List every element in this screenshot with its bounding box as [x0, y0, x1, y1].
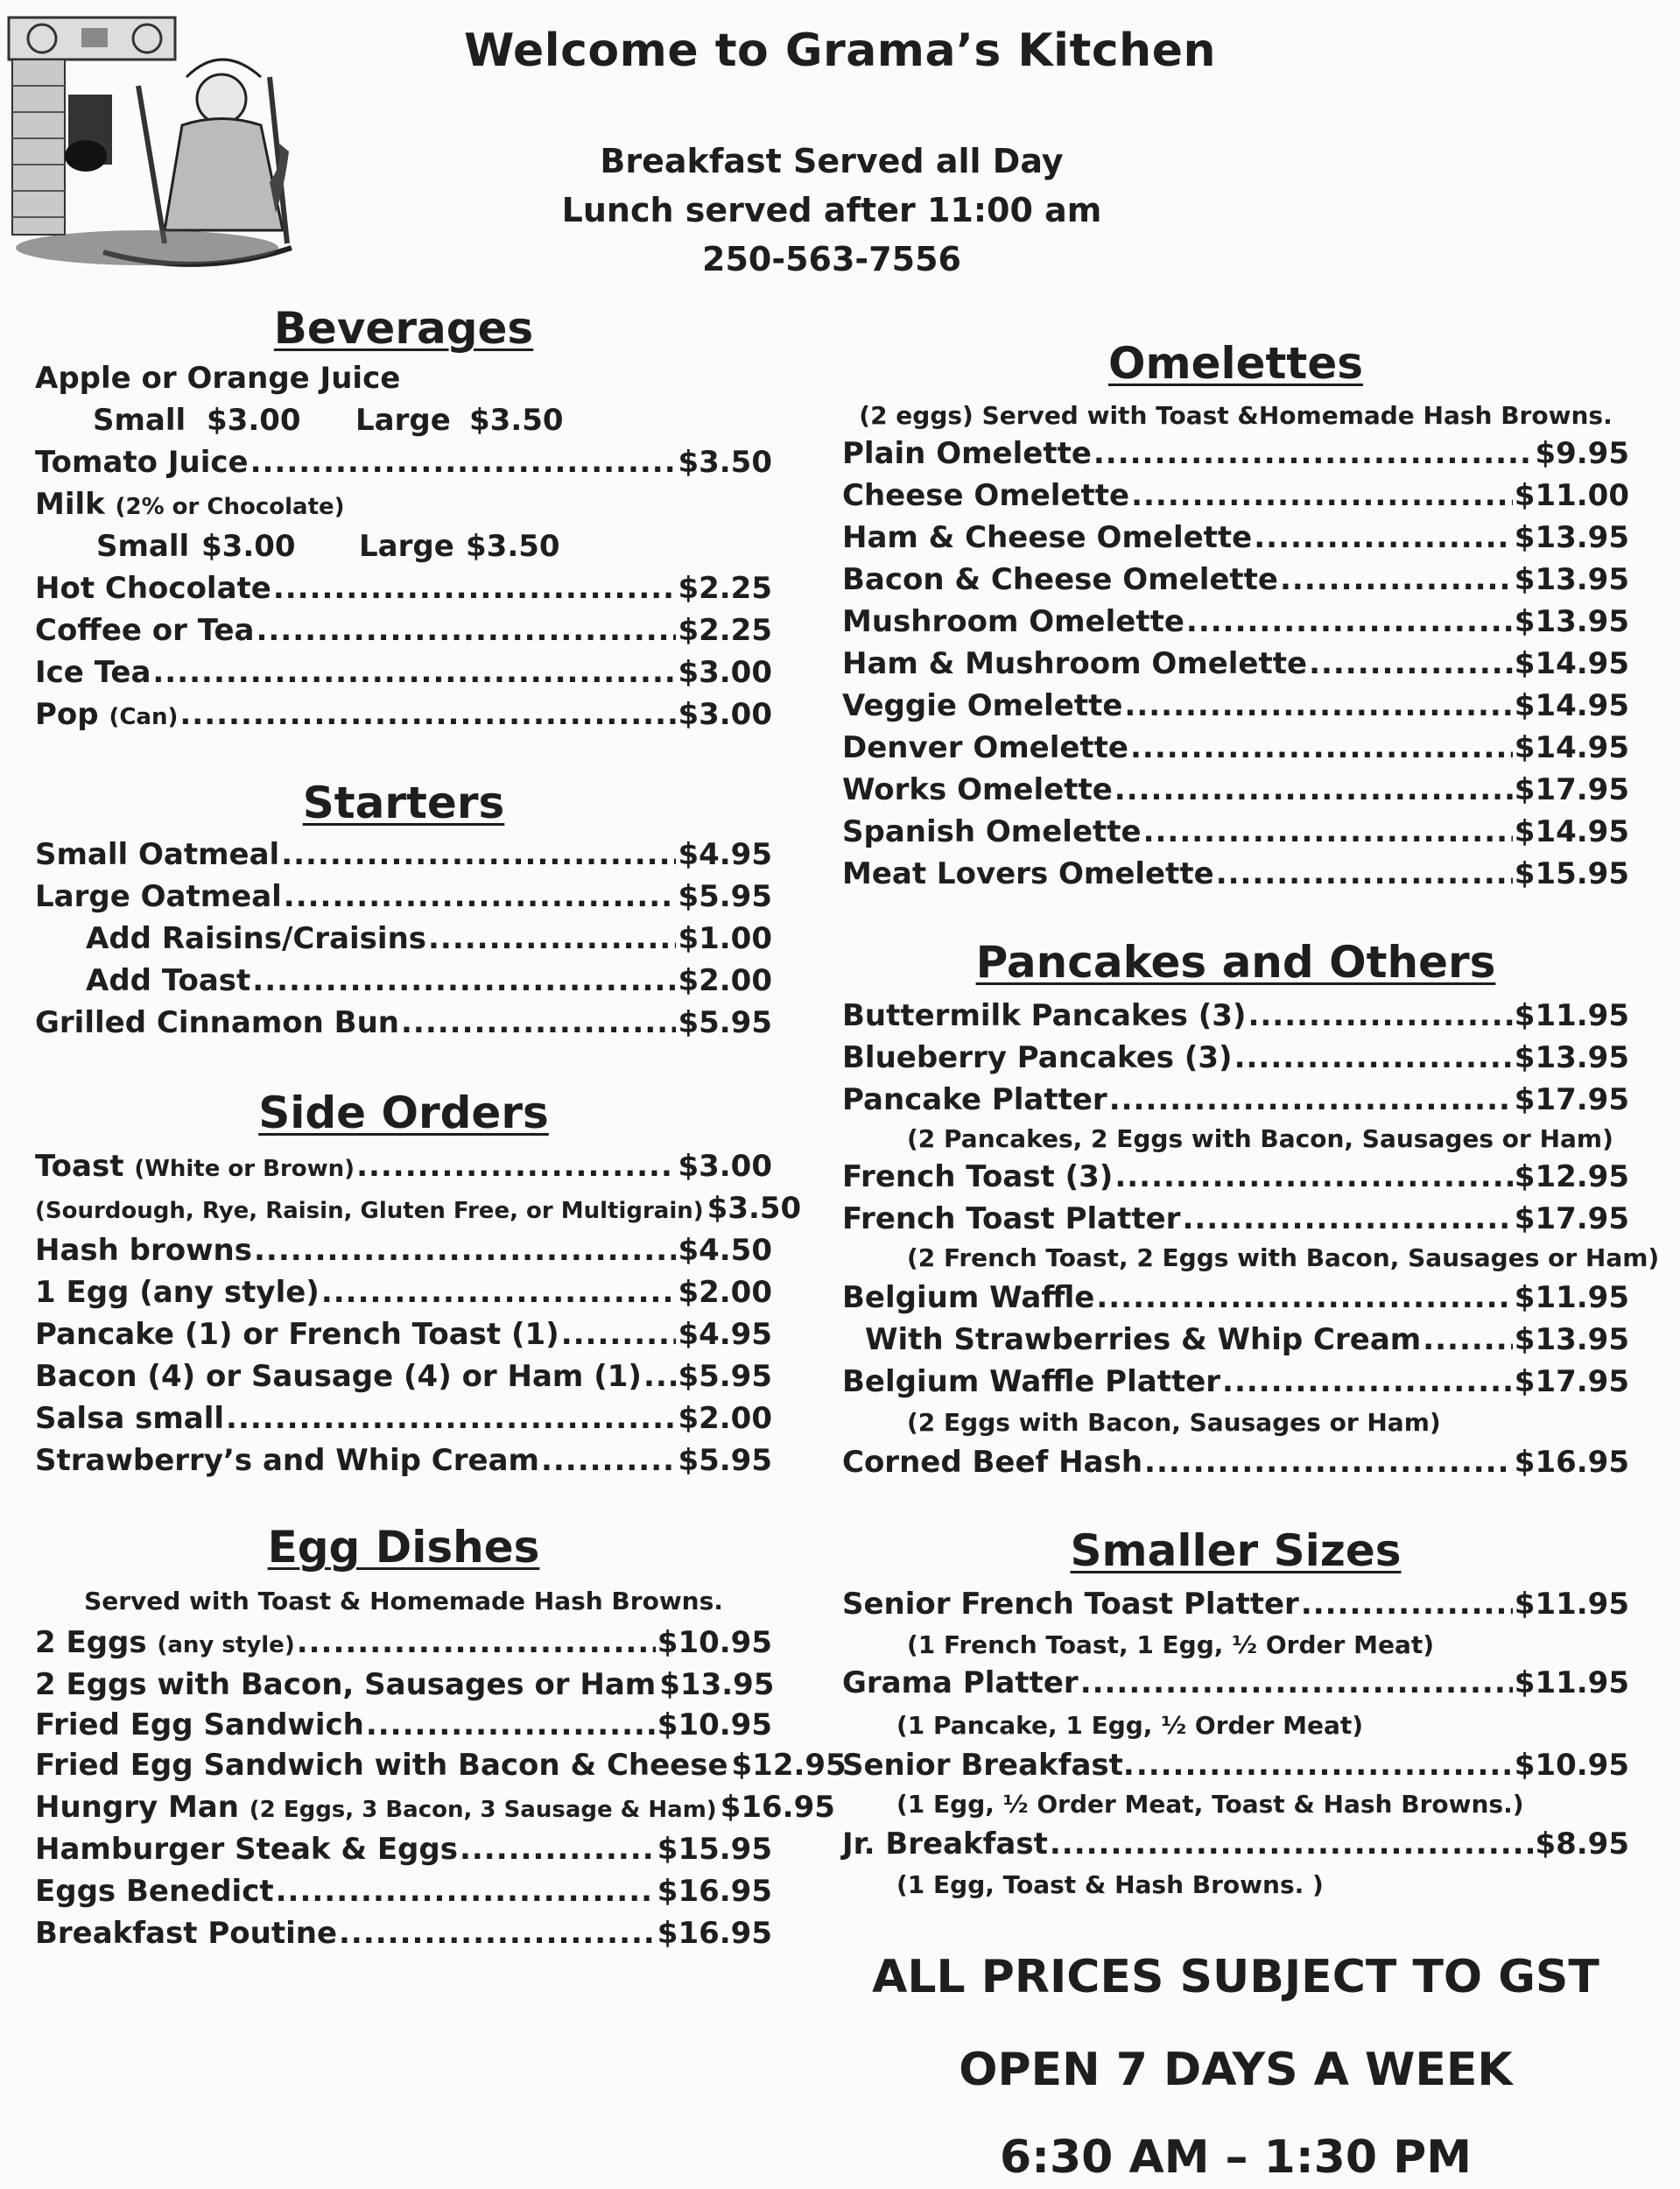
- menu-item: [35, 1233, 772, 1275]
- item-name: Breakfast Poutine: [35, 1916, 338, 1951]
- item-price: $13.95: [1514, 520, 1629, 555]
- menu-item: [35, 1707, 772, 1749]
- menu-item: [35, 1790, 835, 1832]
- item-note: (2 Pancakes, 2 Eggs with Bacon, Sausages or Ham): [907, 1124, 1613, 1153]
- menu-item: [842, 1201, 1629, 1243]
- item-price: $5.95: [678, 1005, 772, 1040]
- menu-item: [842, 1665, 1629, 1707]
- item-price: $2.25: [678, 571, 772, 606]
- section-title-smaller-sizes: Smaller Sizes: [1070, 1525, 1402, 1576]
- menu-item: [842, 436, 1629, 478]
- item-price: $11.95: [1514, 1665, 1629, 1700]
- menu-item: [35, 1191, 802, 1233]
- item-price: $11.95: [1514, 1280, 1629, 1315]
- page-title: Welcome to Grama’s Kitchen: [464, 25, 1216, 77]
- item-name: Milk: [35, 487, 105, 522]
- menu-item: [35, 879, 772, 921]
- item-price: $2.00: [678, 963, 772, 998]
- item-price: $11.00: [1514, 478, 1629, 513]
- menu-item: [842, 1159, 1629, 1201]
- item-name: Spanish Omelette: [842, 814, 1142, 849]
- item-price: $14.95: [1514, 730, 1629, 765]
- menu-item: [35, 1748, 847, 1790]
- size-prices-milk: Small $3.00 Large $3.50: [96, 529, 560, 564]
- item-name: Add Raisins/Craisins: [86, 921, 427, 956]
- item-price: $15.95: [657, 1832, 772, 1867]
- menu-item: [842, 730, 1629, 772]
- menu-item: [35, 1275, 772, 1317]
- item-price: $2.00: [678, 1275, 772, 1310]
- menu-item: [35, 1317, 772, 1359]
- item-price: $2.25: [678, 613, 772, 648]
- menu-item: [35, 361, 772, 403]
- item-price: $16.95: [657, 1874, 772, 1909]
- item-price: $17.95: [1514, 1364, 1629, 1399]
- item-name: Strawberry’s and Whip Cream: [35, 1443, 539, 1478]
- item-name: Ham & Mushroom Omelette: [842, 646, 1308, 681]
- item-name: Eggs Benedict: [35, 1874, 274, 1909]
- hours-line-breakfast: Breakfast Served all Day: [600, 142, 1064, 180]
- item-note: (any style): [157, 1632, 295, 1658]
- item-note: (1 French Toast, 1 Egg, ½ Order Meat): [907, 1630, 1435, 1659]
- item-name: Mushroom Omelette: [842, 604, 1184, 639]
- item-price: $4.50: [678, 1233, 772, 1268]
- item-name: Coffee or Tea: [35, 613, 255, 648]
- gst-notice: ALL PRICES SUBJECT TO GST: [872, 1951, 1599, 2003]
- item-note: (2 Eggs with Bacon, Sausages or Ham): [907, 1408, 1441, 1437]
- item-price: $17.95: [1514, 1082, 1629, 1117]
- section-subtitle: (2 eggs) Served with Toast &Homemade Hash Browns.: [859, 401, 1613, 430]
- phone-number: 250-563-7556: [702, 240, 961, 278]
- menu-item: [842, 998, 1629, 1040]
- item-price: $16.95: [720, 1790, 835, 1825]
- item-note: (2 French Toast, 2 Eggs with Bacon, Sausages or Ham): [907, 1243, 1660, 1272]
- item-name: Pancake (1) or French Toast (1): [35, 1317, 559, 1352]
- menu-item: [35, 697, 772, 739]
- item-name: Jr. Breakfast: [842, 1827, 1048, 1862]
- item-note: (2% or Chocolate): [115, 494, 345, 520]
- item-name: Veggie Omelette: [842, 688, 1123, 723]
- menu-item: [35, 921, 772, 963]
- section-subtitle: Served with Toast & Homemade Hash Browns.: [84, 1587, 723, 1615]
- item-note: (1 Egg, ½ Order Meat, Toast & Hash Browns.): [896, 1790, 1524, 1819]
- item-name: Small Oatmeal: [35, 837, 280, 872]
- menu-item: [842, 604, 1629, 646]
- menu-item: [35, 1874, 772, 1916]
- opening-hours: 6:30 AM – 1:30 PM: [1000, 2131, 1472, 2184]
- item-name: With Strawberries & Whip Cream: [865, 1322, 1422, 1357]
- item-name: 1 Egg (any style): [35, 1275, 320, 1310]
- item-name: Ice Tea: [35, 655, 151, 690]
- item-price: $15.95: [1514, 856, 1629, 891]
- item-name: Grilled Cinnamon Bun: [35, 1005, 399, 1040]
- section-title-beverages: Beverages: [273, 303, 534, 354]
- grandma-rocking-chair-illustration: [7, 16, 296, 278]
- menu-item: [35, 1401, 772, 1443]
- item-name: 2 Eggs with Bacon, Sausages or Ham: [35, 1667, 657, 1702]
- item-price: $11.95: [1514, 1587, 1629, 1622]
- item-price: $12.95: [731, 1748, 847, 1783]
- item-price: $10.95: [657, 1707, 772, 1742]
- item-name: Hungry Man: [35, 1790, 239, 1825]
- item-price: $16.95: [1514, 1445, 1629, 1480]
- item-name: (Sourdough, Rye, Raisin, Gluten Free, or Multigrain): [35, 1198, 704, 1224]
- item-name: Ham & Cheese Omelette: [842, 520, 1253, 555]
- item-price: $3.00: [678, 1149, 772, 1184]
- menu-item: [842, 772, 1629, 814]
- menu-item: [842, 1322, 1629, 1364]
- menu-item: [842, 562, 1629, 604]
- item-name: Pop: [35, 697, 99, 732]
- section-title-starters: Starters: [302, 778, 505, 828]
- item-note: (1 Egg, Toast & Hash Browns. ): [896, 1870, 1324, 1899]
- menu-item: [842, 1082, 1629, 1124]
- item-price: $13.95: [1514, 604, 1629, 639]
- item-price: $13.95: [1514, 562, 1629, 597]
- menu-item: [35, 655, 772, 697]
- item-name: Add Toast: [86, 963, 251, 998]
- item-price: $13.95: [1514, 1322, 1629, 1357]
- menu-item: [842, 1445, 1629, 1487]
- item-price: $14.95: [1514, 646, 1629, 681]
- item-note: (Can): [109, 704, 179, 730]
- item-name: Works Omelette: [842, 772, 1113, 807]
- hours-line-lunch: Lunch served after 11:00 am: [561, 191, 1102, 229]
- item-name: Salsa small: [35, 1401, 225, 1436]
- item-price: $10.95: [657, 1625, 772, 1660]
- item-name: Plain Omelette: [842, 436, 1092, 471]
- menu-item: [35, 487, 772, 529]
- item-name: Toast: [35, 1149, 124, 1184]
- menu-item: [35, 1005, 772, 1047]
- menu-item: [842, 1280, 1629, 1322]
- item-price: $12.95: [1514, 1159, 1629, 1194]
- menu-item: [35, 1625, 772, 1667]
- item-name: Hamburger Steak & Eggs: [35, 1832, 458, 1867]
- menu-item: [842, 1587, 1629, 1629]
- item-name: Corned Beef Hash: [842, 1445, 1143, 1480]
- menu-item: [35, 1832, 772, 1874]
- item-name: Meat Lovers Omelette: [842, 856, 1214, 891]
- item-name: Pancake Platter: [842, 1082, 1107, 1117]
- item-name: Fried Egg Sandwich: [35, 1707, 364, 1742]
- menu-item: [842, 520, 1629, 562]
- header-info: [438, 137, 1226, 284]
- item-price: $17.95: [1514, 772, 1629, 807]
- menu-item: [35, 963, 772, 1005]
- item-note: (2 Eggs, 3 Bacon, 3 Sausage & Ham): [249, 1797, 717, 1823]
- item-name: 2 Eggs: [35, 1625, 147, 1660]
- item-price: $3.00: [678, 655, 772, 690]
- item-price: $5.95: [678, 879, 772, 914]
- item-name: Bacon (4) or Sausage (4) or Ham (1): [35, 1359, 642, 1394]
- item-price: $4.95: [678, 1317, 772, 1352]
- item-name: Denver Omelette: [842, 730, 1128, 765]
- item-price: $3.50: [678, 445, 772, 480]
- item-name: Hash browns: [35, 1233, 252, 1268]
- menu-item: [35, 837, 772, 879]
- item-price: $1.00: [678, 921, 772, 956]
- menu-item: [35, 571, 772, 613]
- item-name: Grama Platter: [842, 1665, 1079, 1700]
- item-name: French Toast Platter: [842, 1201, 1181, 1236]
- menu-item: [842, 478, 1629, 520]
- menu-item: [842, 646, 1629, 688]
- menu-item: [842, 1040, 1629, 1082]
- item-name: Bacon & Cheese Omelette: [842, 562, 1278, 597]
- item-name: Senior Breakfast.: [842, 1748, 1135, 1783]
- item-name: Senior French Toast Platter: [842, 1587, 1299, 1622]
- menu-item: [35, 445, 772, 487]
- menu-item: [842, 1364, 1629, 1406]
- item-name: Cheese Omelette: [842, 478, 1130, 513]
- item-note: (White or Brown): [134, 1156, 355, 1182]
- menu-item: [842, 856, 1629, 898]
- menu-item: [35, 1916, 772, 1958]
- section-title-egg-dishes: Egg Dishes: [267, 1522, 540, 1573]
- item-name: Hot Chocolate: [35, 571, 271, 606]
- menu-item: [35, 613, 772, 655]
- menu-item: [842, 814, 1629, 856]
- item-price: $3.00: [678, 697, 772, 732]
- item-name: Blueberry Pancakes (3): [842, 1040, 1233, 1075]
- item-price: $3.50: [706, 1191, 802, 1226]
- item-name: French Toast (3): [842, 1159, 1114, 1194]
- section-title-side-orders: Side Orders: [258, 1087, 549, 1138]
- menu-item: [35, 1443, 772, 1485]
- item-price: $4.95: [678, 837, 772, 872]
- item-price: $13.95: [659, 1667, 775, 1702]
- section-title-omelettes: Omelettes: [1107, 338, 1364, 389]
- item-price: $10.95: [1514, 1748, 1629, 1783]
- item-price: $5.95: [678, 1359, 772, 1394]
- open-days-notice: OPEN 7 DAYS A WEEK: [959, 2044, 1513, 2096]
- item-name: Belgium Waffle: [842, 1280, 1095, 1315]
- menu-item: [35, 1667, 775, 1709]
- item-name: Large Oatmeal: [35, 879, 282, 914]
- item-name: Tomato Juice: [35, 445, 249, 480]
- item-price: $2.00: [678, 1401, 772, 1436]
- menu-item: [842, 688, 1629, 730]
- item-price: $11.95: [1514, 998, 1629, 1033]
- item-price: $9.95: [1535, 436, 1629, 471]
- item-price: $14.95: [1514, 688, 1629, 723]
- size-prices-juice: Small $3.00 Large $3.50: [93, 403, 564, 438]
- item-note: (1 Pancake, 1 Egg, ½ Order Meat): [896, 1711, 1364, 1740]
- item-price: $16.95: [657, 1916, 772, 1951]
- item-name: Buttermilk Pancakes (3): [842, 998, 1247, 1033]
- item-name: Belgium Waffle Platter: [842, 1364, 1221, 1399]
- item-name: Apple or Orange Juice: [35, 361, 401, 396]
- menu-item: [35, 1359, 772, 1401]
- menu-item: [842, 1827, 1629, 1869]
- item-price: $5.95: [678, 1443, 772, 1478]
- item-price: $17.95: [1514, 1201, 1629, 1236]
- menu-item: [35, 1149, 772, 1191]
- menu-item: [842, 1748, 1629, 1790]
- item-price: $13.95: [1514, 1040, 1629, 1075]
- section-title-pancakes: Pancakes and Others: [975, 937, 1496, 988]
- item-price: $14.95: [1514, 814, 1629, 849]
- item-price: $8.95: [1535, 1827, 1629, 1862]
- item-name: Fried Egg Sandwich with Bacon & Cheese: [35, 1748, 728, 1783]
